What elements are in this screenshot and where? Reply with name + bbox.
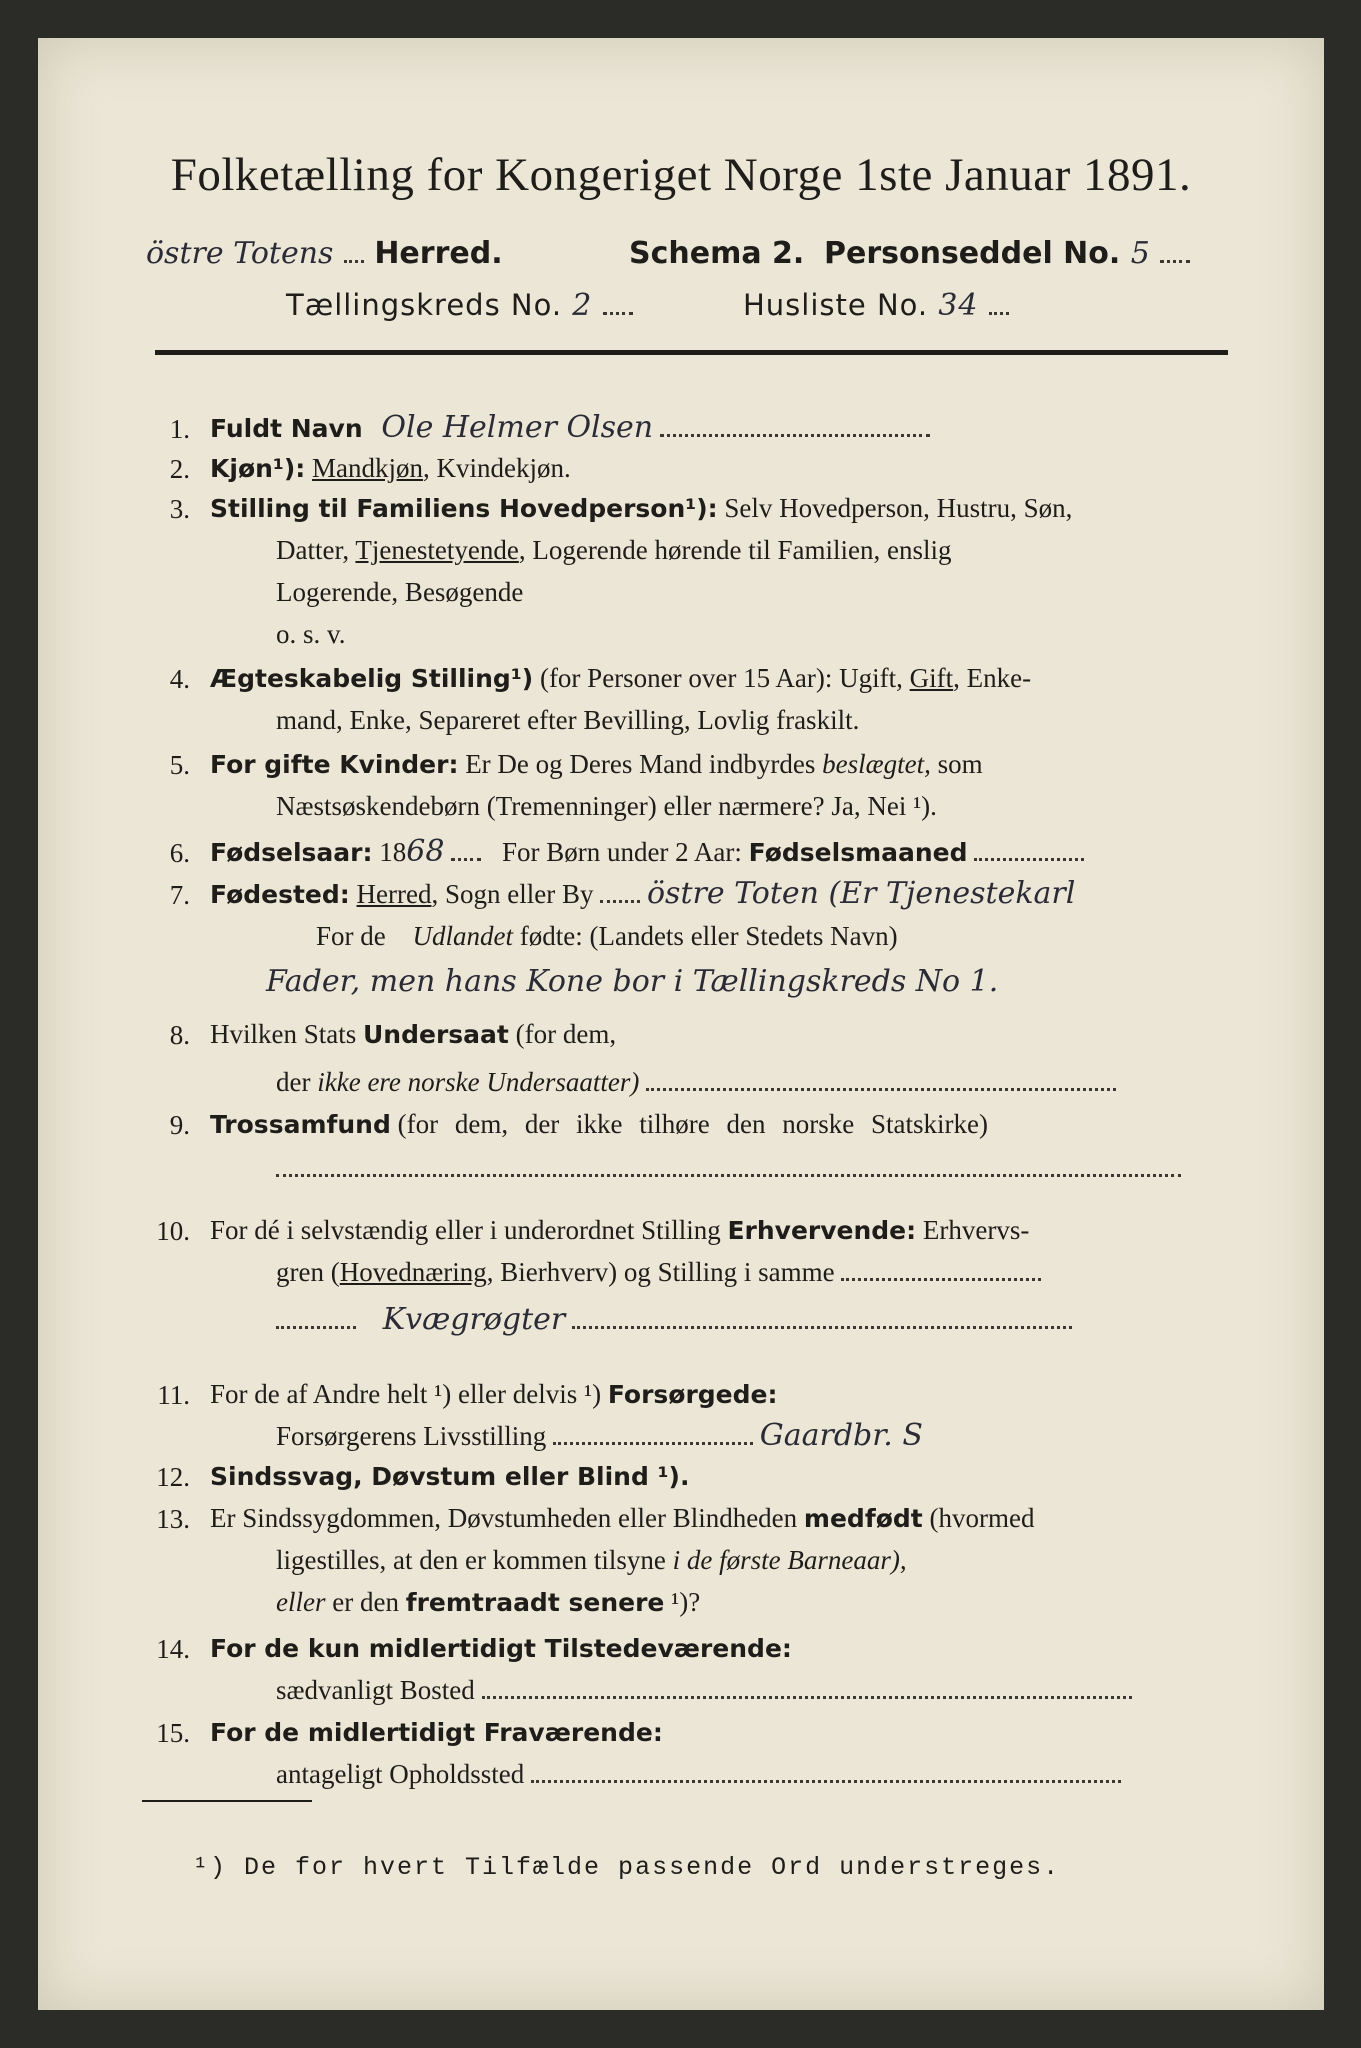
sex-male-underlined: Mandkjøn bbox=[312, 453, 424, 483]
personseddel-row bbox=[824, 236, 1190, 271]
form-title: Folketælling for Kongeriget Norge 1ste Januar 1891. bbox=[170, 149, 1192, 201]
occupation-label: Erhvervende: bbox=[727, 1216, 917, 1245]
item-5-line-2: Næstsøskendebørn (Tremenninger) eller nærmere? Ja, Nei ¹). bbox=[276, 791, 937, 821]
item-3-line-1 bbox=[210, 488, 1072, 529]
item-5-line-1 bbox=[210, 744, 983, 785]
congenital-clause: ligestilles, at den er kommen tilsyne bbox=[276, 1545, 666, 1575]
later-label: fremtraadt senere bbox=[405, 1588, 665, 1617]
item-13-line-3 bbox=[276, 1582, 700, 1623]
citizenship-der: der bbox=[276, 1067, 311, 1097]
kreds-label: Tællingskreds No. bbox=[286, 288, 563, 322]
option-herred-underlined: Herred bbox=[356, 879, 432, 909]
birth-year-handwritten: 68 bbox=[406, 834, 445, 869]
congenital-italic: i de første Barneaar), bbox=[672, 1545, 907, 1575]
item-2-number: 2. bbox=[169, 454, 190, 484]
item-7-line-1 bbox=[210, 874, 1075, 915]
herred-handwritten: östre Totens bbox=[146, 236, 334, 271]
usual-residence: sædvanligt Bosted bbox=[276, 1675, 475, 1705]
item-15-line-2 bbox=[276, 1754, 1121, 1794]
citizenship-for-dem: (for dem, bbox=[515, 1019, 617, 1049]
congenital-hvormed: (hvormed bbox=[929, 1503, 1035, 1533]
birthplace-options: , Sogn eller By bbox=[431, 879, 594, 909]
item-15-line-1 bbox=[210, 1712, 663, 1753]
item-3-number: 3. bbox=[169, 494, 190, 524]
religion-label: Trossamfund bbox=[210, 1110, 391, 1139]
item-10-number: 10. bbox=[156, 1216, 190, 1246]
provider-occupation: Forsørgerens Livsstilling bbox=[276, 1421, 547, 1451]
husliste-label: Husliste No. bbox=[743, 288, 929, 322]
marital-status-label: Ægteskabelig Stilling¹) bbox=[210, 664, 534, 693]
item-7-number: 7. bbox=[169, 880, 190, 910]
option-enke: , Enke- bbox=[953, 663, 1032, 693]
item-12 bbox=[210, 1456, 689, 1497]
birthplace-label: Fødested: bbox=[210, 880, 350, 909]
item-6-number: 6. bbox=[169, 838, 190, 868]
footnote: ¹) De for hvert Tilfælde passende Ord understreges. bbox=[193, 1853, 1061, 1882]
footnote-divider bbox=[142, 1800, 312, 1802]
item-11-number: 11. bbox=[157, 1380, 190, 1410]
option-datter: Datter, bbox=[276, 535, 350, 565]
option-hovednaering-underlined: Hovednæring bbox=[339, 1257, 487, 1287]
item-11-line-1 bbox=[210, 1374, 777, 1415]
item-2 bbox=[210, 448, 571, 489]
item-13-number: 13. bbox=[156, 1504, 190, 1534]
item-4-number: 4. bbox=[169, 664, 190, 694]
occupation-erhvervs: Erhvervs- bbox=[922, 1215, 1030, 1245]
sex-label: Kjøn¹): bbox=[210, 454, 306, 483]
temporarily-absent-label: For de midlertidigt Fraværende: bbox=[210, 1718, 663, 1747]
marital-options-1: (for Personer over 15 Aar): Ugift, bbox=[539, 663, 903, 693]
item-14-line-1 bbox=[210, 1628, 792, 1669]
item-3-line-4: o. s. v. bbox=[276, 619, 346, 649]
birth-month-label: Fødselsmaaned bbox=[748, 838, 968, 867]
item-12-number: 12. bbox=[156, 1462, 190, 1492]
item-1-number: 1. bbox=[169, 414, 190, 444]
married-women-label: For gifte Kvinder: bbox=[210, 750, 459, 779]
later-eller: eller bbox=[276, 1587, 326, 1617]
personseddel-label: Personseddel No. bbox=[824, 236, 1121, 271]
item-10-line-2 bbox=[276, 1252, 1041, 1292]
kinship-italic: beslægtet, bbox=[822, 749, 931, 779]
item-9-line-1 bbox=[210, 1104, 988, 1145]
provider-handwritten: Gaardbr. S bbox=[759, 1418, 923, 1453]
item-3-line-2 bbox=[276, 530, 951, 570]
abroad-italic: Udlandet bbox=[412, 921, 513, 951]
item-4-line-1 bbox=[210, 658, 1031, 699]
item-14-line-2 bbox=[276, 1670, 1132, 1710]
personseddel-handwritten: 5 bbox=[1130, 236, 1150, 271]
option-tjenestetyende-underlined: Tjenestetyende bbox=[355, 535, 519, 565]
item-8-line-2 bbox=[276, 1062, 1116, 1102]
census-form-page bbox=[38, 38, 1324, 2010]
congenital-question: Er Sindssygdommen, Døvstumheden eller Blindheden bbox=[210, 1503, 798, 1533]
full-name-label: Fuldt Navn bbox=[210, 414, 363, 443]
occupation-question: For dé i selvstændig eller i underordnet Stilling bbox=[210, 1215, 721, 1245]
occupation-options: , Bierhverv) og Stilling i samme bbox=[486, 1257, 835, 1287]
herred-label: Herred. bbox=[374, 236, 503, 271]
item-10-line-1 bbox=[210, 1210, 1029, 1251]
item-5-number: 5. bbox=[169, 750, 190, 780]
item-8-line-1 bbox=[210, 1014, 616, 1055]
disability-label: Sindssvag, Døvstum eller Blind ¹). bbox=[210, 1462, 690, 1491]
item-6 bbox=[210, 832, 1084, 873]
item-11-line-2 bbox=[276, 1416, 923, 1456]
abroad-instructions: fødte: (Landets eller Stedets Navn) bbox=[519, 921, 898, 951]
birth-year-label: Fødselsaar: bbox=[210, 838, 373, 867]
supported-label: Forsørgede: bbox=[607, 1380, 778, 1409]
family-position-options-1: Selv Hovedperson, Hustru, Søn, bbox=[724, 493, 1073, 523]
kreds-handwritten: 2 bbox=[572, 288, 593, 323]
item-10-line-3 bbox=[276, 1300, 1072, 1340]
citizenship-italic: ikke ere norske Undersaatter) bbox=[317, 1067, 640, 1097]
item-13-line-2 bbox=[276, 1540, 907, 1580]
item-9-number: 9. bbox=[169, 1110, 190, 1140]
item-13-line-1 bbox=[210, 1498, 1034, 1539]
birthplace-handwritten: östre Toten (Er Tjenestekarl bbox=[646, 876, 1076, 911]
header-row-herred bbox=[146, 236, 503, 271]
husliste-handwritten: 34 bbox=[938, 288, 979, 323]
citizenship-label: Undersaat bbox=[363, 1020, 509, 1049]
item-7-line-3 bbox=[266, 962, 998, 1002]
header-divider bbox=[155, 350, 1228, 355]
item-1 bbox=[210, 408, 930, 449]
occupation-handwritten: Kvægrøgter bbox=[382, 1302, 566, 1337]
later-question-mark: ¹)? bbox=[671, 1587, 701, 1617]
kinship-question: Er De og Deres Mand indbyrdes bbox=[465, 749, 816, 779]
kinship-som: som bbox=[937, 749, 983, 779]
temporarily-present-label: For de kun midlertidigt Tilstedeværende: bbox=[210, 1634, 792, 1663]
item-14-number: 14. bbox=[156, 1634, 190, 1664]
later-er-den: er den bbox=[332, 1587, 399, 1617]
item-9-line-2 bbox=[276, 1148, 1181, 1188]
item-4-line-2: mand, Enke, Separeret efter Bevilling, Lovlig fraskilt. bbox=[276, 705, 860, 735]
schema-label: Schema 2. bbox=[629, 236, 805, 271]
congenital-label: medfødt bbox=[803, 1504, 923, 1533]
children-under-2: For Børn under 2 Aar: bbox=[501, 837, 742, 867]
family-position-options-2: , Logerende hørende til Familien, enslig bbox=[518, 535, 952, 565]
probable-residence: antageligt Opholdssted bbox=[276, 1759, 525, 1789]
support-question: For de af Andre helt ¹) eller delvis ¹) bbox=[210, 1379, 602, 1409]
sex-female: , Kvindekjøn. bbox=[423, 453, 571, 483]
item-15-number: 15. bbox=[156, 1718, 190, 1748]
birth-year-prefix: 18 bbox=[379, 837, 407, 867]
citizenship-question: Hvilken Stats bbox=[210, 1019, 357, 1049]
occupation-gren: gren ( bbox=[276, 1257, 340, 1287]
religion-question: (for dem, der ikke tilhøre den norske Statskirke) bbox=[397, 1109, 988, 1139]
husliste-row bbox=[743, 288, 1009, 323]
family-position-label: Stilling til Familiens Hovedperson¹): bbox=[210, 494, 718, 523]
item-7-line-2 bbox=[316, 916, 898, 956]
full-name-handwritten: Ole Helmer Olsen bbox=[381, 410, 654, 445]
item-8-number: 8. bbox=[169, 1020, 190, 1050]
item-3-line-3: Logerende, Besøgende bbox=[276, 577, 524, 607]
option-gift-underlined: Gift bbox=[909, 663, 954, 693]
kreds-row bbox=[286, 288, 633, 323]
abroad-for-de: For de bbox=[316, 921, 386, 951]
birthplace-note-handwritten: Fader, men hans Kone bor i Tællingskreds No 1. bbox=[266, 964, 999, 999]
